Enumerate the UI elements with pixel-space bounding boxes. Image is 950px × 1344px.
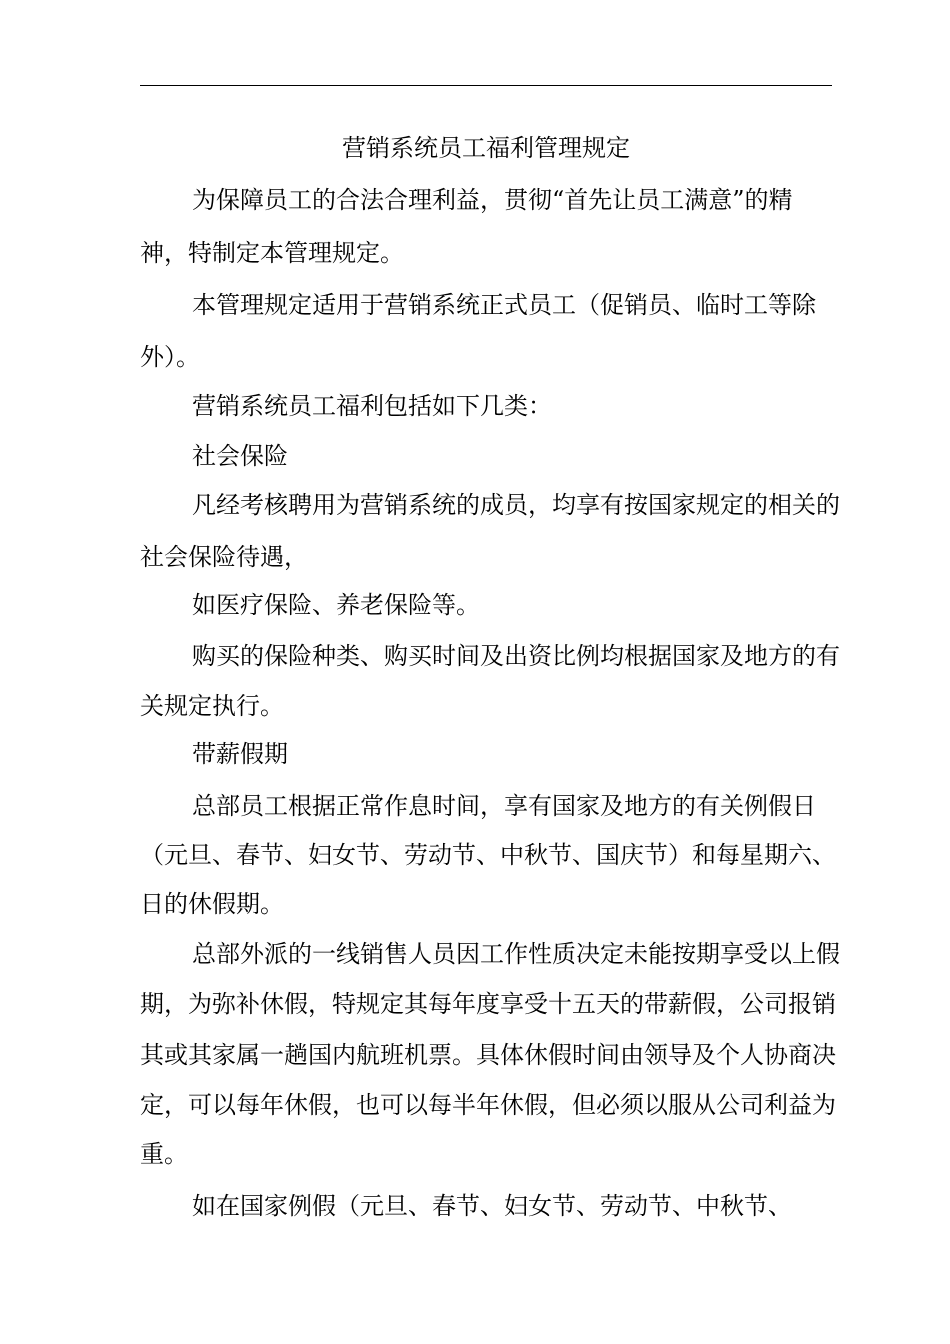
text-line: 神，特制定本管理规定。 — [140, 239, 404, 267]
text-line: （元旦、春节、妇女节、劳动节、中秋节、国庆节）和每星期六、 — [140, 841, 836, 869]
text-line: 日的休假期。 — [140, 890, 284, 918]
text-line: 购买的保险种类、购买时间及出资比例均根据国家及地方的有 — [192, 642, 840, 670]
text-line: 总部外派的一线销售人员因工作性质决定未能按期享受以上假 — [192, 940, 840, 968]
text-line: 本管理规定适用于营销系统正式员工（促销员、临时工等除 — [192, 291, 816, 319]
text-line: 重。 — [140, 1140, 188, 1168]
text-line: 如医疗保险、养老保险等。 — [192, 591, 480, 619]
text-line: 如在国家例假（元旦、春节、妇女节、劳动节、中秋节、 — [192, 1192, 792, 1220]
text-line: 其或其家属一趟国内航班机票。具体休假时间由领导及个人协商决 — [140, 1041, 836, 1069]
section-heading: 社会保险 — [192, 442, 288, 470]
text-line: 期，为弥补休假，特规定其每年度享受十五天的带薪假，公司报销 — [140, 990, 836, 1018]
text-line: 营销系统员工福利包括如下几类： — [192, 392, 552, 420]
text-line: 关规定执行。 — [140, 692, 284, 720]
document-title: 营销系统员工福利管理规定 — [342, 134, 630, 162]
text-line: 总部员工根据正常作息时间，享有国家及地方的有关例假日 — [192, 792, 816, 820]
text-line: 为保障员工的合法合理利益，贯彻“首先让员工满意”的精 — [192, 186, 793, 214]
section-heading: 带薪假期 — [192, 740, 288, 768]
header-rule — [140, 85, 832, 86]
text-line: 社会保险待遇， — [140, 543, 308, 571]
text-line: 定，可以每年休假，也可以每半年休假，但必须以服从公司利益为 — [140, 1091, 836, 1119]
text-line: 外）。 — [140, 343, 200, 371]
text-line: 凡经考核聘用为营销系统的成员，均享有按国家规定的相关的 — [192, 491, 840, 519]
